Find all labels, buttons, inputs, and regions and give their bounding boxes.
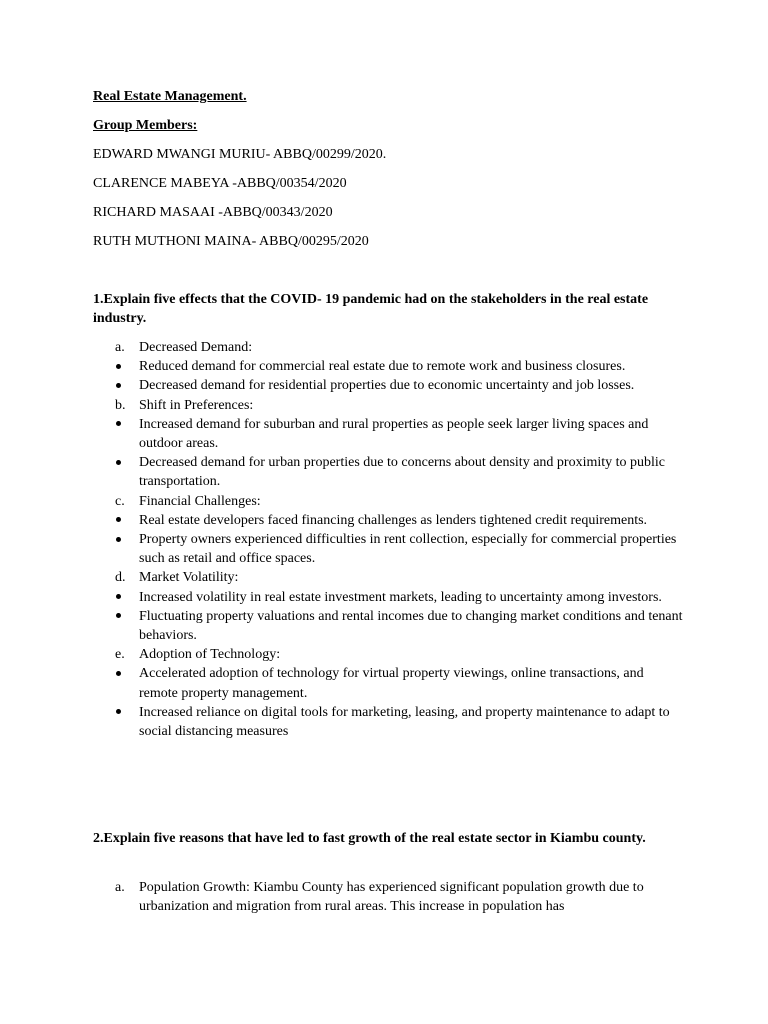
list-item-text: Property owners experienced difficulties in rent collection, especially for commercial properties such as retail and office spaces.: [139, 532, 677, 567]
question-2-heading: 2.Explain five reasons that have led to fast growth of the real estate sector in Kiambu county.: [93, 831, 646, 846]
list-item-text: Financial Challenges:: [139, 493, 261, 509]
bullet-icon: [116, 613, 121, 618]
list-item: [93, 588, 683, 607]
list-item-text: Increased volatility in real estate investment markets, leading to uncertainty among investors.: [139, 589, 662, 605]
list-item-text: Fluctuating property valuations and rental incomes due to changing market conditions and tenant behaviors.: [139, 608, 683, 644]
member-line: RICHARD MASAAI -ABBQ/00343/2020: [93, 205, 333, 220]
list-item-text: Decreased Demand:: [139, 340, 253, 355]
list-item: [93, 607, 683, 645]
list-marker: a.: [115, 880, 125, 895]
list-item: [93, 511, 683, 530]
bullet-icon: [116, 671, 121, 676]
list-item: [93, 645, 683, 664]
list-item: [93, 396, 683, 415]
list-marker: e.: [115, 647, 125, 663]
question-1-list: [93, 338, 683, 741]
bullet-icon: [116, 383, 121, 388]
list-item-text: Increased demand for suburban and rural properties as people seek larger living spaces and outdoor areas.: [139, 416, 649, 452]
list-item: [93, 376, 683, 395]
bullet-icon: [116, 364, 121, 369]
member-line: CLARENCE MABEYA -ABBQ/00354/2020: [93, 176, 347, 191]
bullet-icon: [116, 517, 121, 522]
bullet-icon: [116, 460, 121, 465]
document-title: Real Estate Management.: [93, 89, 247, 104]
list-item-text: Decreased demand for urban properties due to concerns about density and proximity to public transportation.: [139, 455, 666, 490]
list-marker: b.: [115, 397, 126, 413]
list-item-text: Adoption of Technology:: [139, 647, 281, 663]
list-item-text: Real estate developers faced financing challenges as lenders tightened credit requirements.: [139, 512, 648, 528]
list-item: [93, 492, 683, 511]
list-item-text: Shift in Preferences:: [139, 397, 254, 413]
bullet-icon: [116, 594, 121, 599]
list-item: [93, 415, 683, 453]
list-item: [93, 453, 683, 491]
list-marker: a.: [115, 340, 125, 355]
question-2-list: [93, 878, 683, 916]
bullet-icon: [116, 709, 121, 714]
list-item-text: Population Growth: Kiambu County has experienced significant population growth due to urbanization and migration from rural areas. This increase in population has: [139, 880, 644, 915]
list-item: [93, 703, 683, 741]
list-item: [93, 530, 683, 568]
list-item-text: Market Volatility:: [139, 570, 239, 586]
list-item: [93, 664, 683, 702]
bullet-icon: [116, 537, 121, 542]
list-item: [93, 357, 683, 376]
list-item-text: Reduced demand for commercial real estate due to remote work and business closures.: [139, 359, 626, 375]
list-item-text: Decreased demand for residential properties due to economic uncertainty and job losses.: [139, 378, 635, 394]
list-marker: d.: [115, 570, 126, 586]
member-line: RUTH MUTHONI MAINA- ABBQ/00295/2020: [93, 234, 369, 249]
member-line: EDWARD MWANGI MURIU- ABBQ/00299/2020.: [93, 147, 387, 162]
list-marker: c.: [115, 493, 125, 509]
list-item: [93, 878, 683, 916]
question-1-heading: 1.Explain five effects that the COVID- 19 pandemic had on the stakeholders in the real estate industry.: [93, 292, 649, 326]
group-members-heading: Group Members:: [93, 118, 198, 133]
list-item-text: Increased reliance on digital tools for marketing, leasing, and property maintenance to adapt to social distancing measures: [139, 704, 670, 740]
list-item-text: Accelerated adoption of technology for virtual property viewings, online transactions, and remote property management.: [139, 666, 644, 701]
bullet-icon: [116, 421, 121, 426]
list-item: [93, 338, 683, 357]
list-item: [93, 568, 683, 587]
